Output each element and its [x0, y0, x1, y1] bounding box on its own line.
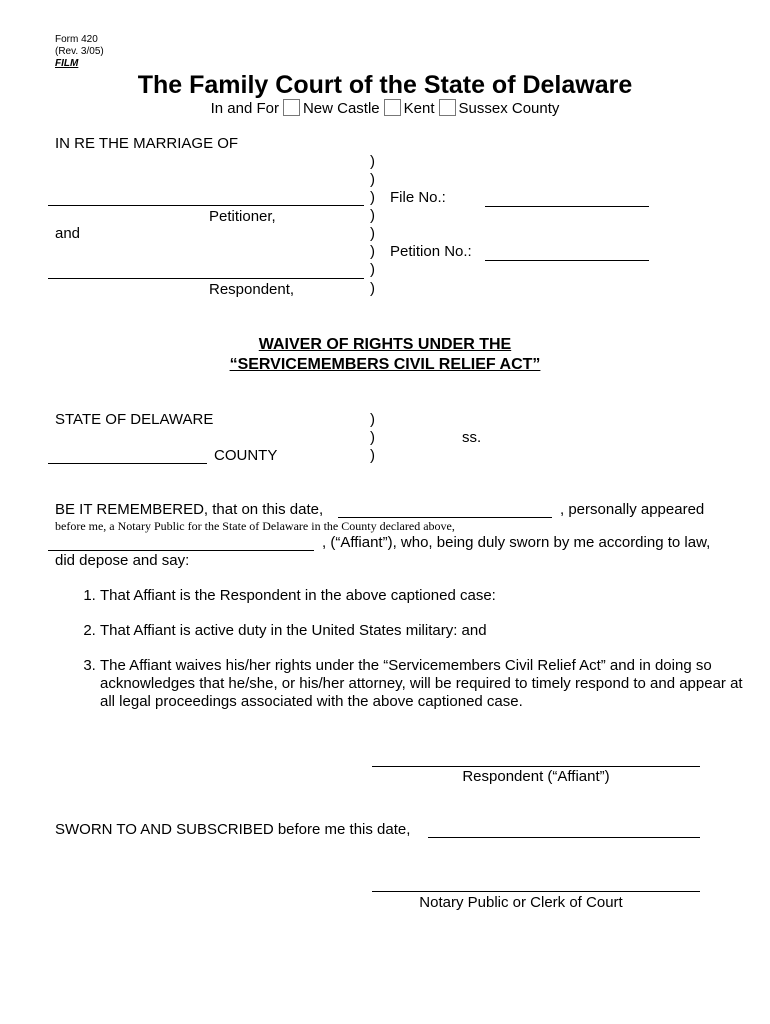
notary-clause: before me, a Notary Public for the State of Delaware in the County declared above,	[55, 519, 455, 533]
county-name-line[interactable]	[48, 463, 207, 464]
county-label: COUNTY	[214, 447, 278, 464]
kent-label: Kent	[403, 100, 435, 117]
new-castle-checkbox[interactable]	[283, 99, 300, 116]
document-title-line1: WAIVER OF RIGHTS UNDER THE	[258, 336, 512, 353]
caption-paren: )	[370, 280, 375, 297]
respondent-label: Respondent,	[209, 281, 295, 298]
caption-paren: )	[370, 243, 375, 260]
file-no-label: File No.:	[390, 189, 446, 206]
sworn-date-line[interactable]	[428, 837, 700, 838]
court-title: The Family Court of the State of Delaware	[137, 71, 633, 99]
film-label: FILM	[55, 58, 79, 69]
affiant-text: , (“Affiant”), who, being duly sworn by me according to law,	[322, 534, 711, 551]
venue-paren: )	[370, 447, 375, 464]
date-line[interactable]	[338, 517, 552, 518]
petitioner-label: Petitioner,	[209, 208, 276, 225]
in-re-label: IN RE THE MARRIAGE OF	[55, 135, 239, 152]
list-item: 3. The Affiant waives his/her rights under the “Servicemembers Civil Relief Act” and in doing so acknowledges that he/she, or his/her attorney, will be required to timely respond to and appear at all legal proceedings associated with the above captioned case.	[100, 657, 760, 711]
affidavit-statements	[54, 587, 760, 728]
county-selector	[0, 99, 770, 118]
kent-checkbox[interactable]	[384, 99, 401, 116]
venue-paren: )	[370, 429, 375, 446]
form-revision: (Rev. 3/05)	[55, 46, 104, 57]
respondent-signature-line[interactable]	[372, 766, 700, 767]
affiant-name-line[interactable]	[48, 550, 314, 551]
sworn-text: SWORN TO AND SUBSCRIBED before me this date,	[55, 821, 411, 838]
respondent-name-line[interactable]	[48, 278, 364, 279]
petition-no-line[interactable]	[485, 260, 649, 261]
list-item: 2. That Affiant is active duty in the United States military: and	[100, 622, 760, 640]
sussex-label: Sussex County	[458, 100, 560, 117]
caption-paren: )	[370, 153, 375, 170]
document-title-line2: “SERVICEMEMBERS CIVIL RELIEF ACT”	[229, 356, 541, 373]
notary-signature-line[interactable]	[372, 891, 700, 892]
petition-no-label: Petition No.:	[390, 243, 472, 260]
caption-paren: )	[370, 189, 375, 206]
ss-label: ss.	[462, 429, 482, 446]
petitioner-name-line[interactable]	[48, 205, 364, 206]
caption-paren: )	[370, 171, 375, 188]
list-item: 1. That Affiant is the Respondent in the above captioned case:	[100, 587, 760, 605]
venue-paren: )	[370, 411, 375, 428]
caption-paren: )	[370, 261, 375, 278]
in-and-for-label: In and For	[210, 100, 279, 117]
form-number: Form 420	[55, 34, 98, 45]
caption-paren: )	[370, 207, 375, 224]
depose-text: did depose and say:	[55, 552, 190, 569]
sussex-checkbox[interactable]	[439, 99, 456, 116]
personally-appeared-text: , personally appeared	[560, 501, 705, 518]
remembered-text: BE IT REMEMBERED, that on this date,	[55, 501, 324, 518]
notary-signature-label: Notary Public or Clerk of Court	[419, 894, 623, 911]
respondent-signature-label: Respondent (“Affiant”)	[462, 768, 610, 785]
caption-paren: )	[370, 225, 375, 242]
state-label: STATE OF DELAWARE	[55, 411, 214, 428]
new-castle-label: New Castle	[302, 100, 380, 117]
file-no-line[interactable]	[485, 206, 649, 207]
and-label: and	[55, 225, 81, 242]
